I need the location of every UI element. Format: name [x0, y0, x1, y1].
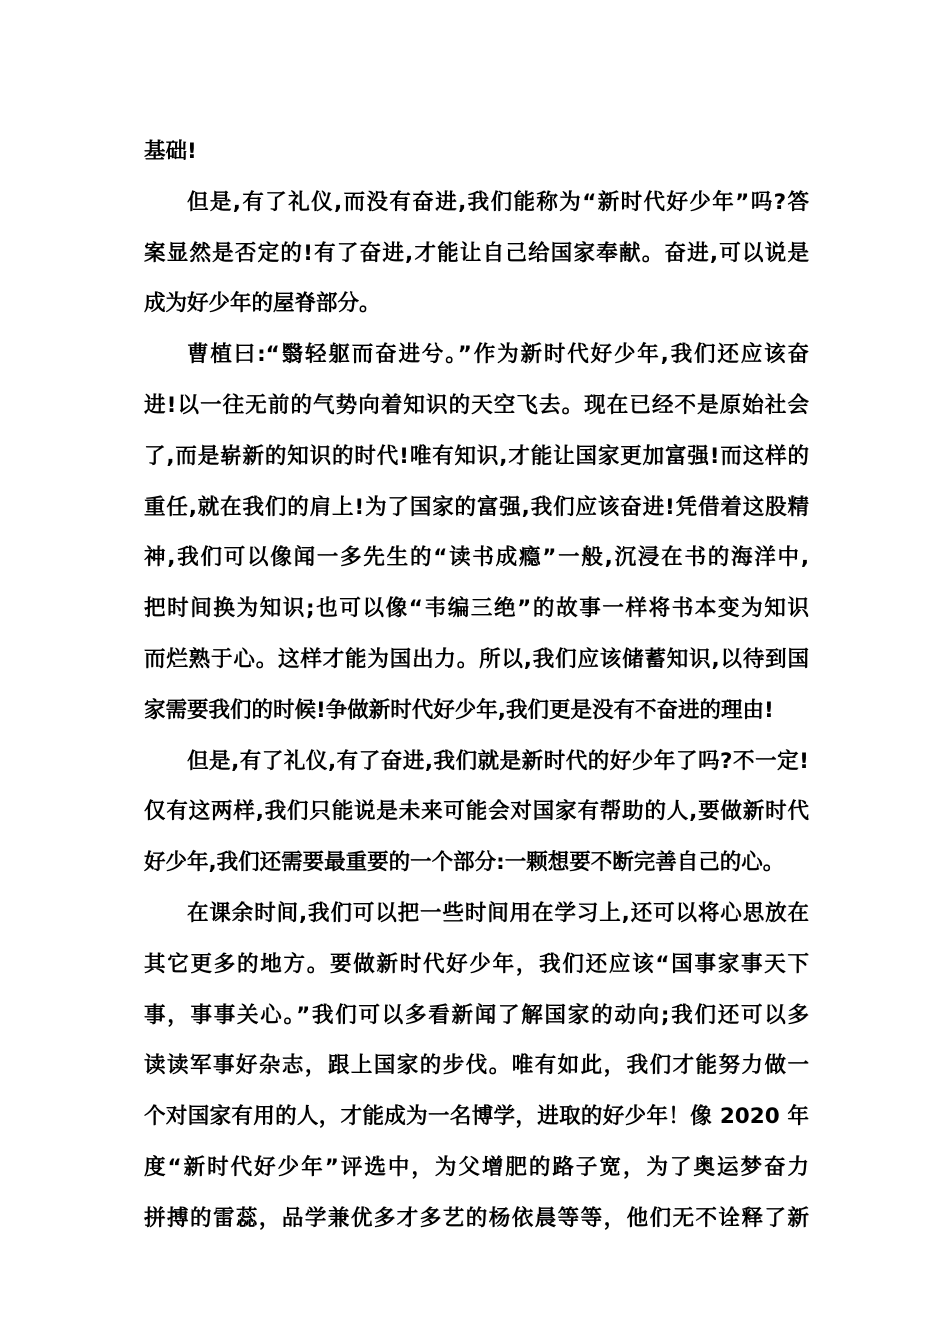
text-line: 拼搏的雷蕊，品学兼优多才多艺的杨依晨等等，他们无不诠释了新: [144, 1205, 809, 1231]
text-line: 其它更多的地方。要做新时代好少年，我们还应该“国事家事天下: [144, 951, 809, 977]
text-line: 个对国家有用的人，才能成为一名博学，进取的好少年！像 2020 年: [144, 1104, 809, 1130]
text-line: 案显然是否定的!有了奋进,才能让自己给国家奉献。奋进,可以说是: [144, 240, 809, 266]
paragraph-start-line: 但是,有了礼仪,有了奋进,我们就是新时代的好少年了吗?不一定!: [187, 748, 809, 774]
text-line: 事，事事关心。”我们可以多看新闻了解国家的动向;我们还可以多: [144, 1002, 809, 1028]
paragraph-start-line: 曹植曰:“翳轻躯而奋进兮。”作为新时代好少年,我们还应该奋: [187, 342, 809, 368]
text-line: 好少年,我们还需要最重要的一个部分:一颗想要不断完善自己的心。: [144, 850, 785, 876]
text-line: 而烂熟于心。这样才能为国出力。所以,我们应该储蓄知识,以待到国: [144, 646, 809, 672]
text-line: 读读军事好杂志，跟上国家的步伐。唯有如此，我们才能努力做一: [144, 1053, 809, 1079]
text-line: 了,而是崭新的知识的时代!唯有知识,才能让国家更加富强!而这样的: [144, 443, 809, 469]
text-line: 把时间换为知识;也可以像“韦编三绝”的故事一样将书本变为知识: [144, 596, 809, 622]
paragraph-start-line: 但是,有了礼仪,而没有奋进,我们能称为“新时代好少年”吗?答: [187, 189, 809, 215]
text-line: 度“新时代好少年”评选中，为父增肥的路子宽，为了奥运梦奋力: [144, 1154, 809, 1180]
text-line: 家需要我们的时候!争做新时代好少年,我们更是没有不奋进的理由!: [144, 697, 774, 723]
text-line: 重任,就在我们的肩上!为了国家的富强,我们应该奋进!凭借着这股精: [144, 494, 809, 520]
paragraph-start-line: 在课余时间,我们可以把一些时间用在学习上,还可以将心思放在: [187, 900, 809, 926]
text-line: 仅有这两样,我们只能说是未来可能会对国家有帮助的人,要做新时代: [144, 799, 809, 825]
text-line: 进!以一往无前的气势向着知识的天空飞去。现在已经不是原始社会: [144, 392, 809, 418]
essay-body: [144, 127, 809, 1245]
text-line: 基础!: [144, 139, 197, 164]
text-line: 神,我们可以像闻一多先生的“读书成瘾”一般,沉浸在书的海洋中,: [144, 545, 809, 571]
text-line: 成为好少年的屋脊部分。: [144, 291, 381, 317]
